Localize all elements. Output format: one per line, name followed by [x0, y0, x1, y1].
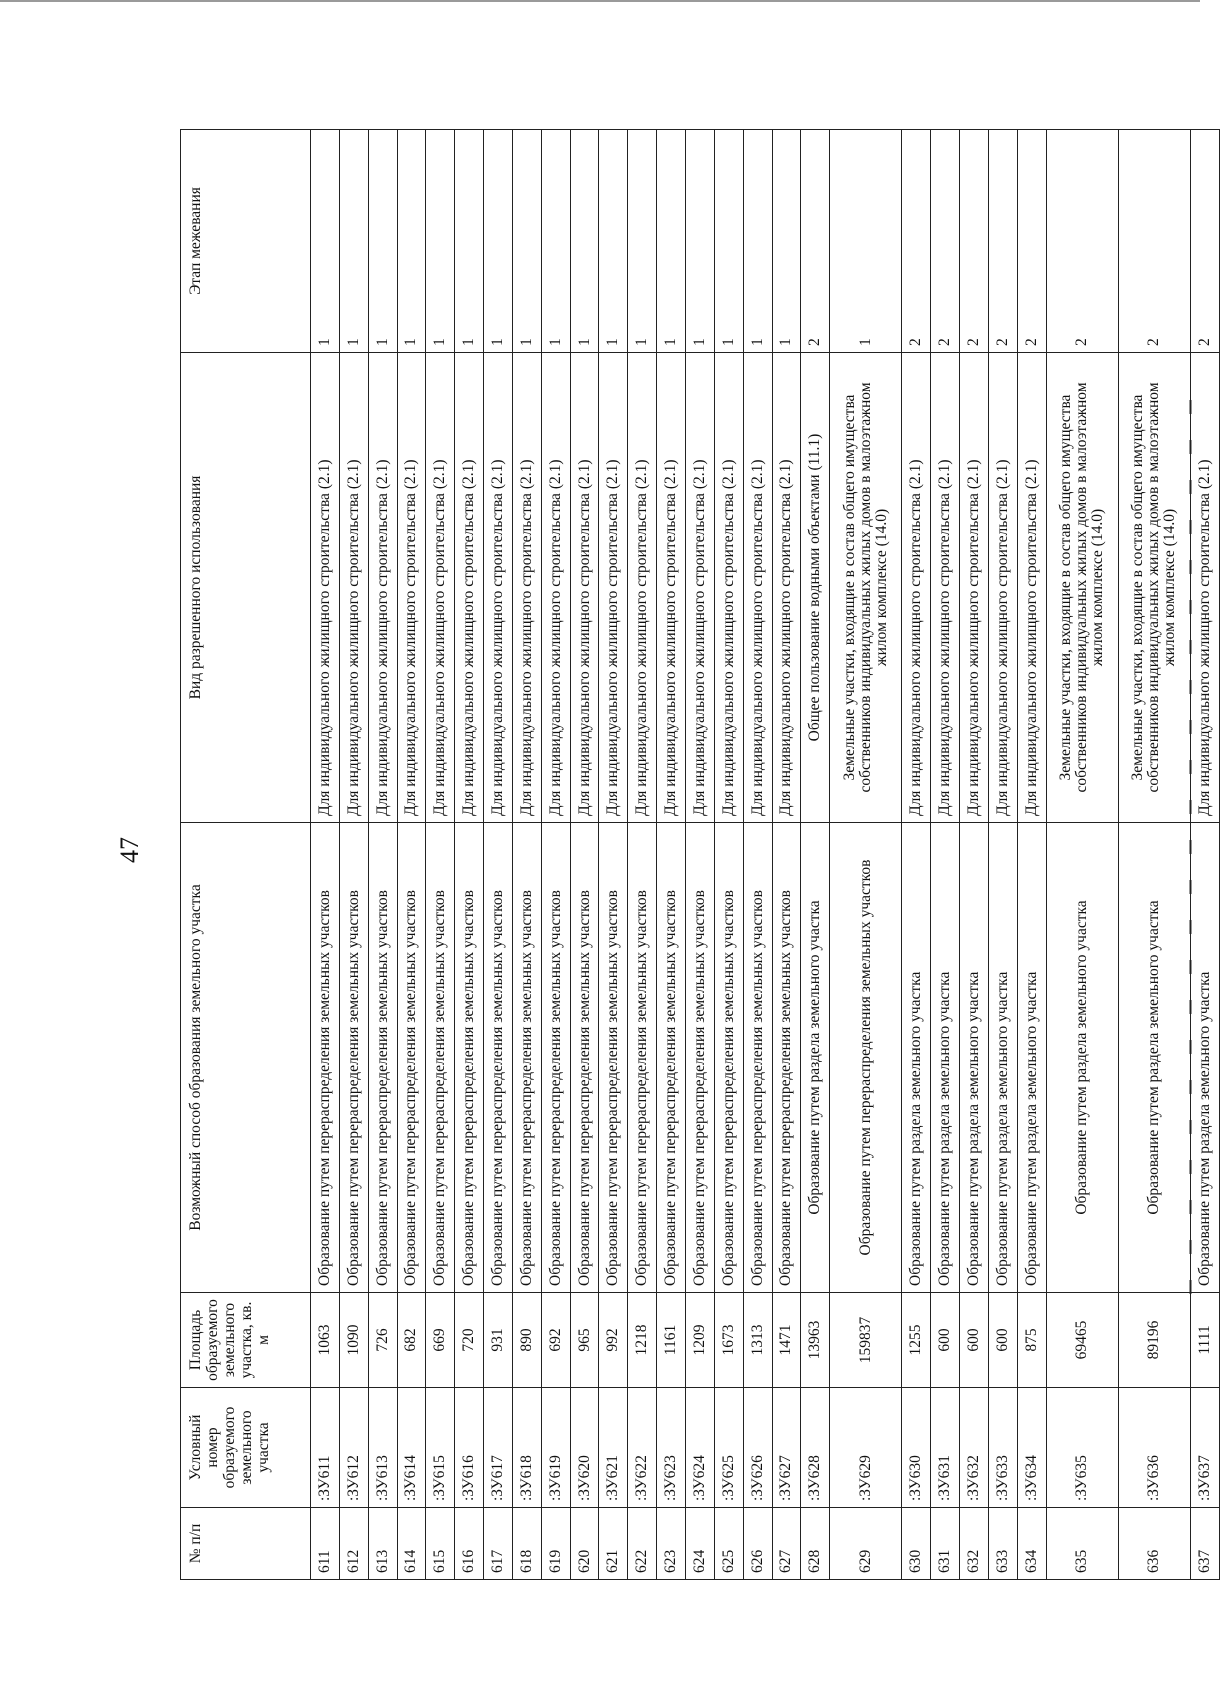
table-row — [397, 130, 426, 1580]
cell-permitted-use: Для индивидуального жилищного строительства (2.1) — [426, 353, 455, 823]
cell-num: 613 — [368, 1508, 397, 1580]
cell-stage: 1 — [830, 130, 902, 353]
cell-permitted-use: Для индивидуального жилищного строительства (2.1) — [960, 353, 989, 823]
cell-parcel-id: :ЗУ611 — [311, 1388, 340, 1508]
cell-stage: 2 — [988, 130, 1017, 353]
table-row — [426, 130, 455, 1580]
header-stage: Этап межевания — [181, 130, 311, 353]
cell-permitted-use: Для индивидуального жилищного строительства (2.1) — [599, 353, 628, 823]
cell-num: 626 — [743, 1508, 772, 1580]
table-row — [988, 130, 1017, 1580]
table-row — [339, 130, 368, 1580]
cell-area: 1111 — [1190, 1293, 1219, 1388]
cell-method: Образование путем перераспределения земельных участков — [599, 823, 628, 1293]
cell-stage: 1 — [397, 130, 426, 353]
cell-permitted-use: Для индивидуального жилищного строительства (2.1) — [902, 353, 931, 823]
table-row — [714, 130, 743, 1580]
cell-num: 621 — [599, 1508, 628, 1580]
cell-area: 1090 — [339, 1293, 368, 1388]
table-row — [772, 130, 801, 1580]
header-area: Площадь образуемого земельного участка, кв. м — [181, 1293, 311, 1388]
cell-num: 620 — [570, 1508, 599, 1580]
cell-num: 617 — [484, 1508, 513, 1580]
cell-area: 1313 — [743, 1293, 772, 1388]
cell-area: 682 — [397, 1293, 426, 1388]
cell-permitted-use: Для индивидуального жилищного строительства (2.1) — [772, 353, 801, 823]
cell-stage: 1 — [570, 130, 599, 353]
cell-area: 1161 — [657, 1293, 686, 1388]
cell-permitted-use: Для индивидуального жилищного строительства (2.1) — [685, 353, 714, 823]
cell-area: 726 — [368, 1293, 397, 1388]
cell-num: 618 — [512, 1508, 541, 1580]
cell-num: 623 — [657, 1508, 686, 1580]
cell-stage: 1 — [714, 130, 743, 353]
cell-method: Образование путем перераспределения земельных участков — [628, 823, 657, 1293]
cell-stage: 1 — [368, 130, 397, 353]
cell-method: Образование путем перераспределения земельных участков — [830, 823, 902, 1293]
cell-area: 1471 — [772, 1293, 801, 1388]
cell-permitted-use: Для индивидуального жилищного строительства (2.1) — [988, 353, 1017, 823]
cell-num: 611 — [311, 1508, 340, 1580]
cell-method: Образование путем перераспределения земельных участков — [455, 823, 484, 1293]
cell-parcel-id: :ЗУ617 — [484, 1388, 513, 1508]
table-row — [685, 130, 714, 1580]
cell-area: 1255 — [902, 1293, 931, 1388]
cell-permitted-use: Земельные участки, входящие в состав общего имущества собственников индивидуальных жилых домов в малоэтажном жилом комплексе (14.0) — [830, 353, 902, 823]
cell-stage: 2 — [902, 130, 931, 353]
cell-method: Образование путем раздела земельного участка — [801, 823, 830, 1293]
cell-num: 614 — [397, 1508, 426, 1580]
table-row — [902, 130, 931, 1580]
cell-stage: 1 — [339, 130, 368, 353]
cell-area: 875 — [1017, 1293, 1046, 1388]
cell-method: Образование путем перераспределения земельных участков — [368, 823, 397, 1293]
table-row — [570, 130, 599, 1580]
cell-stage: 1 — [772, 130, 801, 353]
cell-method: Образование путем раздела земельного участка — [902, 823, 931, 1293]
cell-parcel-id: :ЗУ628 — [801, 1388, 830, 1508]
cell-parcel-id: :ЗУ633 — [988, 1388, 1017, 1508]
cell-area: 720 — [455, 1293, 484, 1388]
cell-num: 625 — [714, 1508, 743, 1580]
cell-method: Образование путем перераспределения земельных участков — [541, 823, 570, 1293]
cell-method: Образование путем перераспределения земельных участков — [772, 823, 801, 1293]
cell-area: 965 — [570, 1293, 599, 1388]
table-header-row — [181, 130, 311, 1580]
cell-permitted-use: Для индивидуального жилищного строительства (2.1) — [512, 353, 541, 823]
cell-method: Образование путем перераспределения земельных участков — [657, 823, 686, 1293]
cell-stage: 2 — [931, 130, 960, 353]
cell-method: Образование путем раздела земельного участка — [931, 823, 960, 1293]
header-id: Условный номер образуемого земельного участка — [181, 1388, 311, 1508]
cell-area: 1673 — [714, 1293, 743, 1388]
cell-area: 69465 — [1046, 1293, 1118, 1388]
cell-num: 624 — [685, 1508, 714, 1580]
cell-parcel-id: :ЗУ631 — [931, 1388, 960, 1508]
cell-num: 631 — [931, 1508, 960, 1580]
cell-permitted-use: Для индивидуального жилищного строительства (2.1) — [455, 353, 484, 823]
cell-num: 633 — [988, 1508, 1017, 1580]
cell-area: 89196 — [1118, 1293, 1190, 1388]
cell-stage: 1 — [743, 130, 772, 353]
table-row — [311, 130, 340, 1580]
cell-stage: 2 — [1118, 130, 1190, 353]
table-row — [1046, 130, 1118, 1580]
cell-method: Образование путем перераспределения земельных участков — [484, 823, 513, 1293]
cell-num: 622 — [628, 1508, 657, 1580]
cell-method: Образование путем перераспределения земельных участков — [311, 823, 340, 1293]
header-use: Вид разрешенного использования — [181, 353, 311, 823]
cell-num: 627 — [772, 1508, 801, 1580]
cell-area: 669 — [426, 1293, 455, 1388]
cell-permitted-use: Для индивидуального жилищного строительства (2.1) — [1017, 353, 1046, 823]
cell-parcel-id: :ЗУ615 — [426, 1388, 455, 1508]
cell-stage: 2 — [1017, 130, 1046, 353]
cell-parcel-id: :ЗУ635 — [1046, 1388, 1118, 1508]
cell-parcel-id: :ЗУ625 — [714, 1388, 743, 1508]
cell-parcel-id: :ЗУ636 — [1118, 1388, 1190, 1508]
cell-stage: 2 — [1190, 130, 1219, 353]
cell-parcel-id: :ЗУ637 — [1190, 1388, 1219, 1508]
cell-num: 634 — [1017, 1508, 1046, 1580]
table-row — [512, 130, 541, 1580]
cell-permitted-use: Для индивидуального жилищного строительства (2.1) — [628, 353, 657, 823]
scan-edge — [0, 0, 1200, 2]
header-num: № п/п — [181, 1508, 311, 1580]
cell-area: 600 — [960, 1293, 989, 1388]
cell-permitted-use: Для индивидуального жилищного строительства (2.1) — [657, 353, 686, 823]
table-row — [541, 130, 570, 1580]
cell-permitted-use: Для индивидуального жилищного строительства (2.1) — [339, 353, 368, 823]
cell-parcel-id: :ЗУ632 — [960, 1388, 989, 1508]
cell-area: 992 — [599, 1293, 628, 1388]
cell-parcel-id: :ЗУ621 — [599, 1388, 628, 1508]
cell-stage: 1 — [599, 130, 628, 353]
header-method: Возможный способ образования земельного участка — [181, 823, 311, 1293]
cell-permitted-use: Для индивидуального жилищного строительства (2.1) — [743, 353, 772, 823]
cell-permitted-use: Общее пользование водными объектами (11.1) — [801, 353, 830, 823]
cell-stage: 1 — [685, 130, 714, 353]
cell-stage: 1 — [484, 130, 513, 353]
cell-area: 931 — [484, 1293, 513, 1388]
cell-stage: 2 — [801, 130, 830, 353]
cell-permitted-use: Для индивидуального жилищного строительства (2.1) — [570, 353, 599, 823]
cell-method: Образование путем перераспределения земельных участков — [397, 823, 426, 1293]
cell-parcel-id: :ЗУ630 — [902, 1388, 931, 1508]
table-row — [484, 130, 513, 1580]
cell-stage: 2 — [960, 130, 989, 353]
cell-area: 1218 — [628, 1293, 657, 1388]
cell-parcel-id: :ЗУ619 — [541, 1388, 570, 1508]
cell-stage: 2 — [1046, 130, 1118, 353]
cell-method: Образование путем перераспределения земельных участков — [743, 823, 772, 1293]
cell-num: 612 — [339, 1508, 368, 1580]
cell-num: 616 — [455, 1508, 484, 1580]
cell-permitted-use: Для индивидуального жилищного строительства (2.1) — [484, 353, 513, 823]
page-number: 47 — [115, 837, 144, 863]
cell-parcel-id: :ЗУ614 — [397, 1388, 426, 1508]
cell-area: 890 — [512, 1293, 541, 1388]
cell-area: 1063 — [311, 1293, 340, 1388]
cell-stage: 1 — [455, 130, 484, 353]
rotated-table-frame — [180, 130, 1220, 1580]
cell-num: 628 — [801, 1508, 830, 1580]
cell-area: 692 — [541, 1293, 570, 1388]
cell-method: Образование путем перераспределения земельных участков — [570, 823, 599, 1293]
cell-parcel-id: :ЗУ620 — [570, 1388, 599, 1508]
cell-method: Образование путем раздела земельного участка — [988, 823, 1017, 1293]
cell-parcel-id: :ЗУ623 — [657, 1388, 686, 1508]
table-row — [801, 130, 830, 1580]
cell-stage: 1 — [512, 130, 541, 353]
cell-permitted-use: Для индивидуального жилищного строительства (2.1) — [541, 353, 570, 823]
cell-parcel-id: :ЗУ624 — [685, 1388, 714, 1508]
cell-permitted-use: Земельные участки, входящие в состав общего имущества собственников индивидуальных жилых домов в малоэтажном жилом комплексе (14.0) — [1046, 353, 1118, 823]
cell-num: 615 — [426, 1508, 455, 1580]
cell-num: 635 — [1046, 1508, 1118, 1580]
cell-area: 159837 — [830, 1293, 902, 1388]
cell-method: Образование путем перераспределения земельных участков — [685, 823, 714, 1293]
cell-stage: 1 — [628, 130, 657, 353]
cell-method: Образование путем раздела земельного участка — [1017, 823, 1046, 1293]
cell-permitted-use: Для индивидуального жилищного строительства (2.1) — [311, 353, 340, 823]
cell-parcel-id: :ЗУ629 — [830, 1388, 902, 1508]
cell-num: 619 — [541, 1508, 570, 1580]
table-row — [1118, 130, 1190, 1580]
cell-num: 632 — [960, 1508, 989, 1580]
cell-permitted-use: Для индивидуального жилищного строительства (2.1) — [714, 353, 743, 823]
cell-area: 1209 — [685, 1293, 714, 1388]
cell-method: Образование путем раздела земельного участка — [1118, 823, 1190, 1293]
cell-area: 600 — [931, 1293, 960, 1388]
table-row — [1190, 130, 1219, 1580]
table-row — [368, 130, 397, 1580]
cell-area: 600 — [988, 1293, 1017, 1388]
cell-stage: 1 — [541, 130, 570, 353]
cell-parcel-id: :ЗУ626 — [743, 1388, 772, 1508]
cell-permitted-use: Для индивидуального жилищного строительства (2.1) — [368, 353, 397, 823]
cell-method: Образование путем раздела земельного участка — [960, 823, 989, 1293]
cell-num: 630 — [902, 1508, 931, 1580]
cell-parcel-id: :ЗУ612 — [339, 1388, 368, 1508]
cell-num: 636 — [1118, 1508, 1190, 1580]
cell-method: Образование путем раздела земельного участка — [1046, 823, 1118, 1293]
cell-num: 637 — [1190, 1508, 1219, 1580]
cell-num: 629 — [830, 1508, 902, 1580]
cell-parcel-id: :ЗУ622 — [628, 1388, 657, 1508]
table-row — [599, 130, 628, 1580]
table-row — [657, 130, 686, 1580]
cell-stage: 1 — [426, 130, 455, 353]
cell-parcel-id: :ЗУ634 — [1017, 1388, 1046, 1508]
table-row — [830, 130, 902, 1580]
cell-method: Образование путем перераспределения земельных участков — [512, 823, 541, 1293]
table-row — [628, 130, 657, 1580]
cell-parcel-id: :ЗУ627 — [772, 1388, 801, 1508]
land-parcels-table — [180, 129, 1220, 1580]
table-row — [743, 130, 772, 1580]
cell-stage: 1 — [311, 130, 340, 353]
cell-method: Образование путем перераспределения земельных участков — [426, 823, 455, 1293]
cell-permitted-use: Для индивидуального жилищного строительства (2.1) — [931, 353, 960, 823]
table-row — [960, 130, 989, 1580]
table-row — [1017, 130, 1046, 1580]
cell-method: Образование путем перераспределения земельных участков — [339, 823, 368, 1293]
table-row — [455, 130, 484, 1580]
cell-parcel-id: :ЗУ616 — [455, 1388, 484, 1508]
cell-area: 13963 — [801, 1293, 830, 1388]
table-body — [311, 130, 1220, 1580]
cell-parcel-id: :ЗУ618 — [512, 1388, 541, 1508]
cell-permitted-use: Для индивидуального жилищного строительства (2.1) — [1190, 353, 1219, 823]
cell-stage: 1 — [657, 130, 686, 353]
cell-method: Образование путем раздела земельного участка — [1190, 823, 1219, 1293]
cell-permitted-use: Для индивидуального жилищного строительства (2.1) — [397, 353, 426, 823]
cell-permitted-use: Земельные участки, входящие в состав общего имущества собственников индивидуальных жилых домов в малоэтажном жилом комплексе (14.0) — [1118, 353, 1190, 823]
cell-method: Образование путем перераспределения земельных участков — [714, 823, 743, 1293]
cell-parcel-id: :ЗУ613 — [368, 1388, 397, 1508]
table-row — [931, 130, 960, 1580]
